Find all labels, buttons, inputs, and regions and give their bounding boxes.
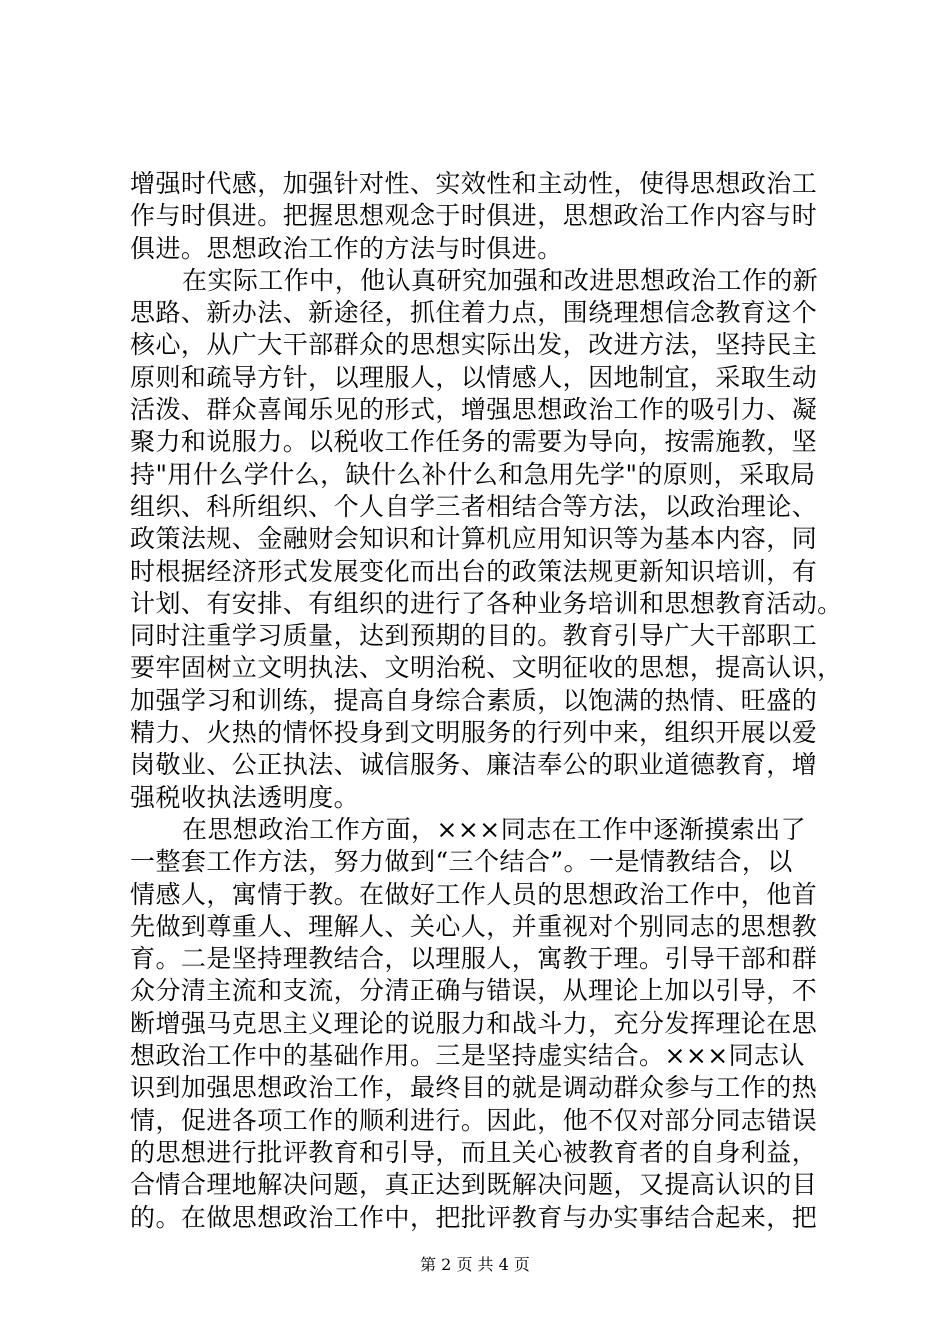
text-line: 一整套工作方法，努力做到“三个结合”。一是情教结合，以 [130, 847, 793, 877]
text-line: 断增强马克思主义理论的说服力和战斗力，充分发挥理论在思 [130, 1008, 818, 1038]
text-line: 强税收执法透明度。 [130, 782, 360, 812]
text-line: 加强学习和训练，提高自身综合素质，以饱满的热情、旺盛的 [130, 685, 818, 715]
text-line: 岗敬业、公正执法、诚信服务、廉洁奉公的职业道德教育，增 [130, 750, 818, 780]
text-line: 情，促进各项工作的顺利进行。因此，他不仅对部分同志错误 [130, 1105, 818, 1135]
page-footer: 第 2 页 共 4 页 [420, 1255, 530, 1274]
text-line: 思路、新办法、新途径，抓住着力点，围绕理想信念教育这个 [130, 298, 818, 328]
text-line: 时根据经济形式发展变化而出台的政策法规更新知识培训，有 [130, 556, 818, 586]
text-line: 在实际工作中，他认真研究加强和改进思想政治工作的新 [182, 265, 819, 295]
text-line: 想政治工作中的基础作用。三是坚持虚实结合。×××同志认 [130, 1041, 805, 1071]
text-line: 原则和疏导方针，以理服人，以情感人，因地制宜，采取生动 [130, 362, 818, 392]
text-line: 育。二是坚持理教结合，以理服人，寓教于理。引导干部和群 [130, 944, 818, 974]
text-line: 政策法规、金融财会知识和计算机应用知识等为基本内容，同 [130, 524, 818, 554]
text-line: 聚力和说服力。以税收工作任务的需要为导向，按需施教，坚 [130, 427, 818, 457]
text-line: 同时注重学习质量，达到预期的目的。教育引导广大干部职工 [130, 621, 818, 651]
text-line: 的。在做思想政治工作中，把批评教育与办实事结合起来，把 [130, 1202, 818, 1232]
text-line: 俱进。思想政治工作的方法与时俱进。 [130, 233, 563, 263]
text-line: 持"用什么学什么，缺什么补什么和急用先学"的原则，采取局 [130, 459, 816, 489]
text-line: 情感人，寓情于教。在做好工作人员的思想政治工作中，他首 [130, 879, 818, 909]
text-line: 的思想进行批评教育和引导，而且关心被教育者的自身利益， [130, 1137, 818, 1167]
text-line: 精力、火热的情怀投身到文明服务的行列中来，组织开展以爱 [130, 718, 818, 748]
text-line: 要牢固树立文明执法、文明治税、文明征收的思想，提高认识， [130, 653, 843, 683]
text-line: 众分清主流和支流，分清正确与错误，从理论上加以引导，不 [130, 976, 818, 1006]
text-line: 合情合理地解决问题，真正达到既解决问题，又提高认识的目 [130, 1170, 818, 1200]
text-line: 活泼、群众喜闻乐见的形式，增强思想政治工作的吸引力、凝 [130, 395, 818, 425]
text-line: 计划、有安排、有组织的进行了各种业务培训和思想教育活动。 [130, 588, 843, 618]
text-line: 作与时俱进。把握思想观念于时俱进，思想政治工作内容与时 [130, 201, 818, 231]
text-line: 在思想政治工作方面，×××同志在工作中逐渐摸索出了 [182, 814, 807, 844]
text-line: 增强时代感，加强针对性、实效性和主动性，使得思想政治工 [130, 169, 818, 198]
text-line: 组织、科所组织、个人自学三者相结合等方法，以政治理论、 [130, 491, 818, 521]
text-line: 先做到尊重人、理解人、关心人，并重视对个别同志的思想教 [130, 911, 818, 941]
body-text [130, 168, 843, 1234]
text-line: 识到加强思想政治工作，最终目的就是调动群众参与工作的热 [130, 1073, 818, 1103]
text-line: 核心，从广大干部群众的思想实际出发，改进方法，坚持民主 [130, 330, 818, 360]
